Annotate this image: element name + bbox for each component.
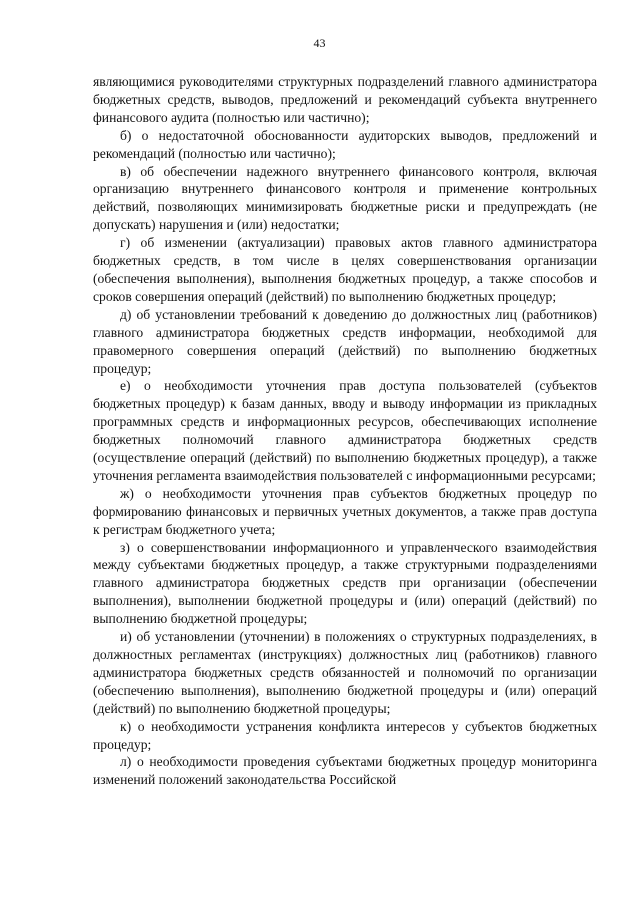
document-body (93, 73, 597, 789)
page-number: 43 (313, 36, 326, 50)
paragraph-item-z: з) о совершенствовании информационного и управленческого взаимодействия между субъектами бюджетных процедур, а также структурными подразделениями главного администратора бюджетных средств при организации (обеспечении выполнения), выполнении бюджетной процедуры и (или) операций (действий) по выполнению бюджетной процедуры; (93, 539, 597, 627)
paragraph-item-e: е) о необходимости уточнения прав доступа пользователей (субъектов бюджетных процедур) к базам данных, вводу и выводу информации из прикладных программных средств и информационных ресурсов, обеспечивающих исполнение бюджетных полномочий главного администратора бюджетных средств (осуществление операций (действий) по выполнению бюджетных процедур), а также уточнения регламента взаимодействия пользователей с информационными ресурсами; (93, 378, 597, 483)
paragraph-item-v: в) об обеспечении надежного внутреннего финансового контроля, включая организацию внутреннего финансового контроля и применение контрольных действий, позволяющих минимизировать бюджетные риски и предупреждать (не допускать) нарушения и (или) недостатки; (93, 163, 597, 233)
paragraph-item-d: д) об установлении требований к доведению до должностных лиц (работников) главного администратора бюджетных средств информации, необходимой для правомерного совершения операций (действий) по выполнению бюджетных процедур; (93, 306, 597, 376)
paragraph-item-l: л) о необходимости проведения субъектами бюджетных процедур мониторинга изменений положений законодательства Российской (93, 754, 597, 788)
paragraph-item-b: б) о недостаточной обоснованности аудиторских выводов, предложений и рекомендаций (полностью или частично); (93, 127, 597, 161)
paragraph-item-g: г) об изменении (актуализации) правовых актов главного администратора бюджетных средств, в том числе в целях совершенствования организации (обеспечения выполнения), выполнения бюджетных процедур, а также способов и сроков совершения операций (действий) по выполнению бюджетных процедур; (93, 235, 597, 304)
paragraph-continuation: являющимися руководителями структурных подразделений главного администратора бюджетных средств, выводов, предложений и рекомендаций субъекта внутреннего финансового аудита (полностью или частично); (93, 74, 597, 125)
paragraph-item-i: и) об установлении (уточнении) в положениях о структурных подразделениях, в должностных регламентах (инструкциях) должностных лиц (работников) главного администратора бюджетных средств обязанностей и полномочий по организации (обеспечению выполнения), выполнению бюджетной процедуры и (или) операций (действий) по выполнению бюджетной процедуры; (93, 629, 597, 716)
paragraph-item-zh: ж) о необходимости уточнения прав субъектов бюджетных процедур по формированию финансовых и первичных учетных документов, а также прав доступа к регистрам бюджетного учета; (93, 485, 597, 537)
paragraph-item-k: к) о необходимости устранения конфликта интересов у субъектов бюджетных процедур; (93, 718, 597, 752)
